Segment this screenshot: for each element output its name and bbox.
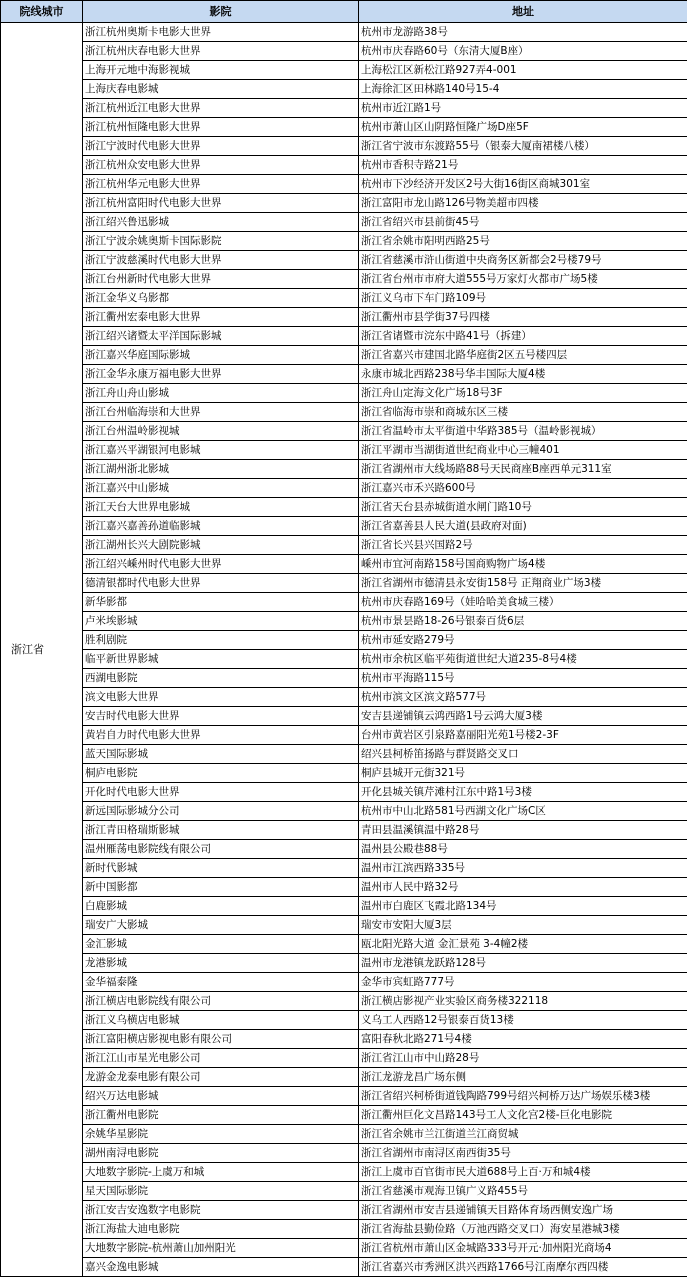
cinema-name-cell: 桐庐电影院 [83,764,359,783]
cinema-name-cell: 浙江杭州近江电影大世界 [83,99,359,118]
address-cell: 浙江省绍兴柯桥街道钱陶路799号绍兴柯桥万达广场娱乐楼3楼 [359,1087,687,1106]
cinema-name-cell: 蓝天国际影城 [83,745,359,764]
address-cell: 绍兴县柯桥笛扬路与群贤路交叉口 [359,745,687,764]
cinema-name-cell: 浙江金华永康万福电影大世界 [83,365,359,384]
cinema-name-cell: 浙江杭州奥斯卡电影大世界 [83,23,359,42]
table-row [1,327,687,346]
address-cell: 杭州市香积寺路21号 [359,156,687,175]
address-cell: 温州县公殿巷88号 [359,840,687,859]
cinema-name-cell: 胜利剧院 [83,631,359,650]
cinema-name-cell: 安吉时代电影大世界 [83,707,359,726]
cinema-name-cell: 浙江杭州庆春电影大世界 [83,42,359,61]
address-cell: 安吉县递铺镇云鸿西路1号云鸿大厦3楼 [359,707,687,726]
table-row [1,1106,687,1125]
table-row [1,897,687,916]
table-row [1,536,687,555]
address-cell: 台州市黄岩区引泉路嘉丽阳光苑1号楼2-3F [359,726,687,745]
cinema-name-cell: 浙江台州温岭影视城 [83,422,359,441]
address-cell: 杭州市滨文区滨文路577号 [359,688,687,707]
address-cell: 开化县城关镇芹滩村江东中路1号3楼 [359,783,687,802]
address-cell: 嵊州市宜河南路158号国商购物广场4楼 [359,555,687,574]
table-row [1,650,687,669]
table-row [1,555,687,574]
cinema-name-cell: 龙港影城 [83,954,359,973]
cinema-name-cell: 浙江湖州长兴大剧院影城 [83,536,359,555]
address-cell: 浙江上虞市百官街市民大道688号上百·万和城4楼 [359,1163,687,1182]
address-cell: 永康市城北西路238号华丰国际大厦4楼 [359,365,687,384]
cinema-name-cell: 浙江横店电影院线有限公司 [83,992,359,1011]
cinema-name-cell: 浙江安吉安逸数字电影院 [83,1201,359,1220]
address-cell: 浙江省江山市中山路28号 [359,1049,687,1068]
cinema-name-cell: 新华影都 [83,593,359,612]
table-row [1,783,687,802]
table-row [1,745,687,764]
address-cell: 温州市白鹿区飞霞北路134号 [359,897,687,916]
address-cell: 金华市宾虹路777号 [359,973,687,992]
table-row [1,726,687,745]
address-cell: 浙江省宁波市东渡路55号（银泰大厦南裙楼八楼） [359,137,687,156]
cinema-name-cell: 新中国影都 [83,878,359,897]
cinema-name-cell: 浙江义乌横店电影城 [83,1011,359,1030]
cinema-name-cell: 浙江嘉兴华庭国际影城 [83,346,359,365]
table-row [1,61,687,80]
table-row [1,479,687,498]
address-cell: 瓯北阳光路大道 金汇景苑 3-4幢2楼 [359,935,687,954]
cinema-name-cell: 浙江杭州华元电影大世界 [83,175,359,194]
table-row [1,1201,687,1220]
table-row [1,821,687,840]
table-row [1,1163,687,1182]
address-cell: 浙江省台州市市府大道555号万家灯火都市广场5楼 [359,270,687,289]
table-row [1,935,687,954]
address-cell: 浙江省余姚市兰江街道兰江商贸城 [359,1125,687,1144]
address-cell: 浙江省湖州市南浔区南西街35号 [359,1144,687,1163]
table-row [1,1144,687,1163]
table-row [1,270,687,289]
cinema-name-cell: 大地数字影院-上虞万和城 [83,1163,359,1182]
header-city: 院线城市 [1,1,83,23]
address-cell: 浙江省温岭市太平街道中华路385号（温岭影视城） [359,422,687,441]
address-cell: 浙江平湖市当湖街道世纪商业中心三幢401 [359,441,687,460]
address-cell: 浙江省湖州市德清县永安街158号 正翔商业广场3楼 [359,574,687,593]
address-cell: 浙江省余姚市阳明西路25号 [359,232,687,251]
table-row [1,460,687,479]
cinema-name-cell: 浙江台州新时代电影大世界 [83,270,359,289]
cinema-name-cell: 浙江嘉兴嘉善孙道临影城 [83,517,359,536]
table-row [1,346,687,365]
address-cell: 义乌工人西路12号银泰百货13楼 [359,1011,687,1030]
cinema-name-cell: 浙江嘉兴中山影城 [83,479,359,498]
cinema-name-cell: 浙江湖州浙北影城 [83,460,359,479]
address-cell: 杭州市萧山区山阴路恒隆广场D座5F [359,118,687,137]
address-cell: 浙江省杭州市萧山区金城路333号开元·加州阳光商场4 [359,1239,687,1258]
address-cell: 杭州市平海路115号 [359,669,687,688]
address-cell: 浙江龙游龙昌广场东侧 [359,1068,687,1087]
header-row [1,1,687,23]
table-row [1,175,687,194]
table-row [1,1049,687,1068]
table-row [1,916,687,935]
table-row [1,99,687,118]
table-row [1,992,687,1011]
cinema-name-cell: 温州雁荡电影院线有限公司 [83,840,359,859]
address-cell: 杭州市中山北路581号西湖文化广场C区 [359,802,687,821]
table-row [1,1220,687,1239]
table-body [1,23,687,1277]
address-cell: 浙江嘉兴市禾兴路600号 [359,479,687,498]
table-row [1,422,687,441]
table-row [1,688,687,707]
table-row [1,1182,687,1201]
table-row [1,954,687,973]
cinema-name-cell: 浙江杭州众安电影大世界 [83,156,359,175]
cinema-name-cell: 金汇影城 [83,935,359,954]
cinema-name-cell: 瑞安广大影城 [83,916,359,935]
cinema-name-cell: 浙江天台大世界电影城 [83,498,359,517]
cinema-name-cell: 浙江宁波时代电影大世界 [83,137,359,156]
table-row [1,441,687,460]
table-row [1,574,687,593]
table-row [1,42,687,61]
cinema-name-cell: 德清银都时代电影大世界 [83,574,359,593]
address-cell: 浙江省海盐县勤俭路（万池西路交叉口）海安星港城3楼 [359,1220,687,1239]
table-row [1,593,687,612]
cinema-name-cell: 龙游金龙泰电影有限公司 [83,1068,359,1087]
cinema-name-cell: 浙江青田格瑞斯影城 [83,821,359,840]
cinema-name-cell: 金华福泰隆 [83,973,359,992]
table-row [1,973,687,992]
address-cell: 桐庐县城开元街321号 [359,764,687,783]
address-cell: 浙江富阳市龙山路126号物美超市四楼 [359,194,687,213]
address-cell: 杭州市龙游路38号 [359,23,687,42]
cinema-name-cell: 临平新世界影城 [83,650,359,669]
table-row [1,498,687,517]
cinema-name-cell: 浙江宁波慈溪时代电影大世界 [83,251,359,270]
header-cinema: 影院 [83,1,359,23]
address-cell: 浙江义乌市下车门路109号 [359,289,687,308]
table-row [1,403,687,422]
cinema-name-cell: 绍兴万达电影城 [83,1087,359,1106]
table-row [1,840,687,859]
table-row [1,707,687,726]
table-row [1,232,687,251]
address-cell: 浙江省嘉兴市建国北路华庭街2区五号楼四层 [359,346,687,365]
cinema-name-cell: 上海开元地中海影视城 [83,61,359,80]
address-cell: 浙江省嘉善县人民大道(县政府对面) [359,517,687,536]
address-cell: 浙江舟山定海文化广场18号3F [359,384,687,403]
cinema-name-cell: 浙江舟山舟山影城 [83,384,359,403]
cinema-name-cell: 黄岩自力时代电影大世界 [83,726,359,745]
address-cell: 浙江省临海市崇和商城东区三楼 [359,403,687,422]
table-row [1,1068,687,1087]
address-cell: 浙江省慈溪市观海卫镇广义路455号 [359,1182,687,1201]
table-row [1,1258,687,1277]
address-cell: 温州市人民中路32号 [359,878,687,897]
table-row [1,137,687,156]
address-cell: 浙江省长兴县兴国路2号 [359,536,687,555]
table-row [1,308,687,327]
table-row [1,1030,687,1049]
cinema-name-cell: 浙江嘉兴平湖银河电影城 [83,441,359,460]
cinema-name-cell: 开化时代电影大世界 [83,783,359,802]
cinema-name-cell: 星天国际影院 [83,1182,359,1201]
table-row [1,1239,687,1258]
table-row [1,213,687,232]
address-cell: 杭州市近江路1号 [359,99,687,118]
table-row [1,669,687,688]
address-cell: 浙江省湖州市安吉县递铺镇天目路体育场西侧安逸广场 [359,1201,687,1220]
cinema-name-cell: 卢米埃影城 [83,612,359,631]
address-cell: 浙江衢州巨化文昌路143号工人文化宫2楼-巨化电影院 [359,1106,687,1125]
cinema-name-cell: 浙江金华义乌影都 [83,289,359,308]
address-cell: 杭州市余杭区临平苑街道世纪大道235-8号4楼 [359,650,687,669]
address-cell: 浙江省天台县赤城街道水闸门路10号 [359,498,687,517]
cinema-name-cell: 余姚华星影院 [83,1125,359,1144]
table-row [1,384,687,403]
table-row [1,1125,687,1144]
cinema-name-cell: 浙江衢州宏泰电影大世界 [83,308,359,327]
table-row [1,23,687,42]
address-cell: 浙江省绍兴市县前街45号 [359,213,687,232]
cinema-name-cell: 浙江杭州恒隆电影大世界 [83,118,359,137]
address-cell: 杭州市庆春路60号（东清大厦B座） [359,42,687,61]
address-cell: 浙江衢州市县学街37号四楼 [359,308,687,327]
address-cell: 青田县温溪镇温中路28号 [359,821,687,840]
cinema-name-cell: 浙江绍兴嵊州时代电影大世界 [83,555,359,574]
table-row [1,859,687,878]
table-row [1,612,687,631]
cinema-name-cell: 浙江衢州电影院 [83,1106,359,1125]
header-address: 地址 [359,1,687,23]
address-cell: 浙江横店影视产业实验区商务楼322118 [359,992,687,1011]
address-cell: 浙江省诸暨市浣东中路41号（拆建） [359,327,687,346]
cinema-name-cell: 湖州南浔电影院 [83,1144,359,1163]
table-row [1,631,687,650]
cinema-name-cell: 浙江富阳横店影视电影有限公司 [83,1030,359,1049]
table-row [1,1011,687,1030]
address-cell: 浙江省湖州市大线场路88号天民商座B座西单元311室 [359,460,687,479]
table-row [1,156,687,175]
cinema-name-cell: 浙江绍兴鲁迅影城 [83,213,359,232]
table-row [1,194,687,213]
address-cell: 杭州市延安路279号 [359,631,687,650]
address-cell: 上海徐汇区田林路140号15-4 [359,80,687,99]
address-cell: 杭州市庆春路169号（娃哈哈美食城三楼） [359,593,687,612]
address-cell: 杭州市景昙路18-26号银泰百货6层 [359,612,687,631]
city-cell: 浙江省 [1,23,83,1277]
table-row [1,764,687,783]
cinema-name-cell: 上海庆春电影城 [83,80,359,99]
table-row [1,118,687,137]
cinema-name-cell: 白鹿影城 [83,897,359,916]
cinema-name-cell: 新时代影城 [83,859,359,878]
cinema-name-cell: 西湖电影院 [83,669,359,688]
address-cell: 上海松江区新松江路927弄4-001 [359,61,687,80]
cinema-name-cell: 浙江绍兴诸暨太平洋国际影城 [83,327,359,346]
address-cell: 温州市江滨西路335号 [359,859,687,878]
table-row [1,80,687,99]
address-cell: 杭州市下沙经济开发区2号大街16街区商城301室 [359,175,687,194]
address-cell: 浙江省嘉兴市秀洲区洪兴西路1766号江南摩尔西四楼 [359,1258,687,1277]
cinema-name-cell: 浙江宁波余姚奥斯卡国际影院 [83,232,359,251]
cinema-name-cell: 浙江海盐大迪电影院 [83,1220,359,1239]
table-row [1,878,687,897]
table-row [1,1087,687,1106]
cinema-name-cell: 新远国际影城分公司 [83,802,359,821]
address-cell: 温州市龙港镇龙跃路128号 [359,954,687,973]
table-row [1,802,687,821]
cinema-name-cell: 浙江台州临海崇和大世界 [83,403,359,422]
cinema-name-cell: 嘉兴金逸电影城 [83,1258,359,1277]
table-row [1,251,687,270]
table-row [1,365,687,384]
cinema-name-cell: 浙江杭州富阳时代电影大世界 [83,194,359,213]
address-cell: 浙江省慈溪市浒山街道中央商务区新都会2号楼79号 [359,251,687,270]
cinema-name-cell: 滨文电影大世界 [83,688,359,707]
cinema-name-cell: 大地数字影院-杭州萧山加州阳光 [83,1239,359,1258]
address-cell: 富阳春秋北路271号4楼 [359,1030,687,1049]
address-cell: 瑞安市安阳大厦3层 [359,916,687,935]
table-row [1,517,687,536]
table-row [1,289,687,308]
cinema-name-cell: 浙江江山市星光电影公司 [83,1049,359,1068]
